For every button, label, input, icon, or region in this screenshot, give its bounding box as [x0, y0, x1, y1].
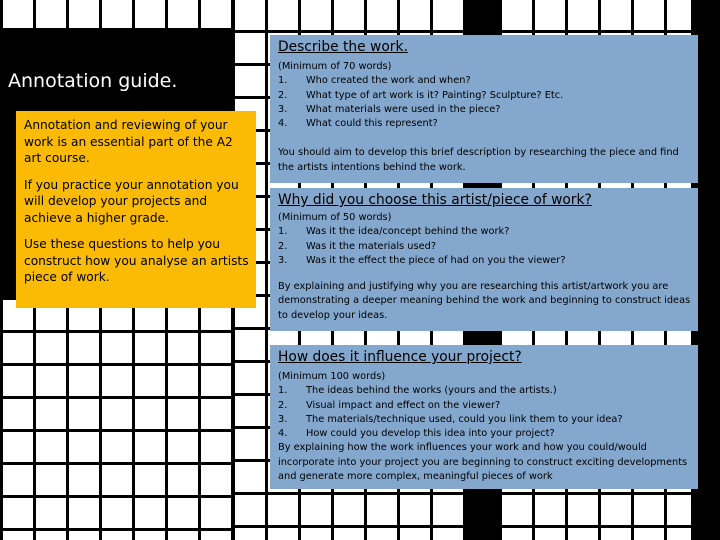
influence-heading: How does it influence your project? — [278, 349, 522, 365]
guide-paragraph: Use these questions to help you construct how you analyse an artists piece of work. — [24, 237, 249, 284]
list-item: 3. The materials/technique used, could you link them to your idea? — [278, 413, 623, 425]
describe-heading: Describe the work. — [278, 39, 408, 55]
list-item: 1. Who created the work and when? — [278, 75, 471, 87]
list-item: 2. What type of art work is it? Painting? Sculpture? Etc. — [278, 89, 564, 101]
list-item: 3. Was it the effect the piece of had on you the viewer? — [278, 254, 566, 266]
grid-paper-left — [0, 0, 232, 28]
list-item: 2. Visual impact and effect on the viewer? — [278, 399, 501, 411]
list-item: 1. Was it the idea/concept behind the work? — [278, 226, 510, 238]
why-note: By explaining and justifying why you are researching this artist/artwork you are demonstrating a deeper meaning behind the work and beginning to construct ideas to develop your ideas. — [278, 281, 691, 321]
describe-panel — [270, 35, 698, 183]
describe-minimum: (Minimum of 70 words) — [278, 61, 392, 72]
why-minimum: (Minimum of 50 words) — [278, 212, 392, 223]
list-item: 2. Was it the materials used? — [278, 240, 437, 252]
list-item: 4. What could this represent? — [278, 118, 438, 130]
guide-paragraph: If you practice your annotation you will develop your projects and achieve a higher grade. — [24, 177, 239, 225]
describe-note: You should aim to develop this brief description by researching the piece and find the artists intentions behind the work. — [278, 147, 679, 173]
grid-paper-left-lower — [0, 300, 232, 540]
why-heading: Why did you choose this artist/piece of work? — [278, 192, 592, 208]
influence-note: By explaining how the work influences your work and how you could/would incorporate into your project you are beginning to construct exciting developments and generate more complex, meaningful pieces of work — [278, 442, 688, 483]
guide-box — [16, 111, 256, 308]
list-item: 4. How could you develop this idea into your project? — [278, 428, 555, 440]
list-item: 3. What materials were used in the piece? — [278, 103, 501, 115]
why-panel — [270, 188, 698, 331]
influence-minimum: (Minimum 100 words) — [278, 371, 386, 382]
page-title: Annotation guide. — [8, 70, 178, 92]
guide-paragraph: Annotation and reviewing of your work is an essential part of the A2 art course. — [24, 118, 233, 165]
list-item: 1. The ideas behind the works (yours and the artists.) — [278, 385, 557, 397]
influence-panel — [270, 345, 698, 489]
